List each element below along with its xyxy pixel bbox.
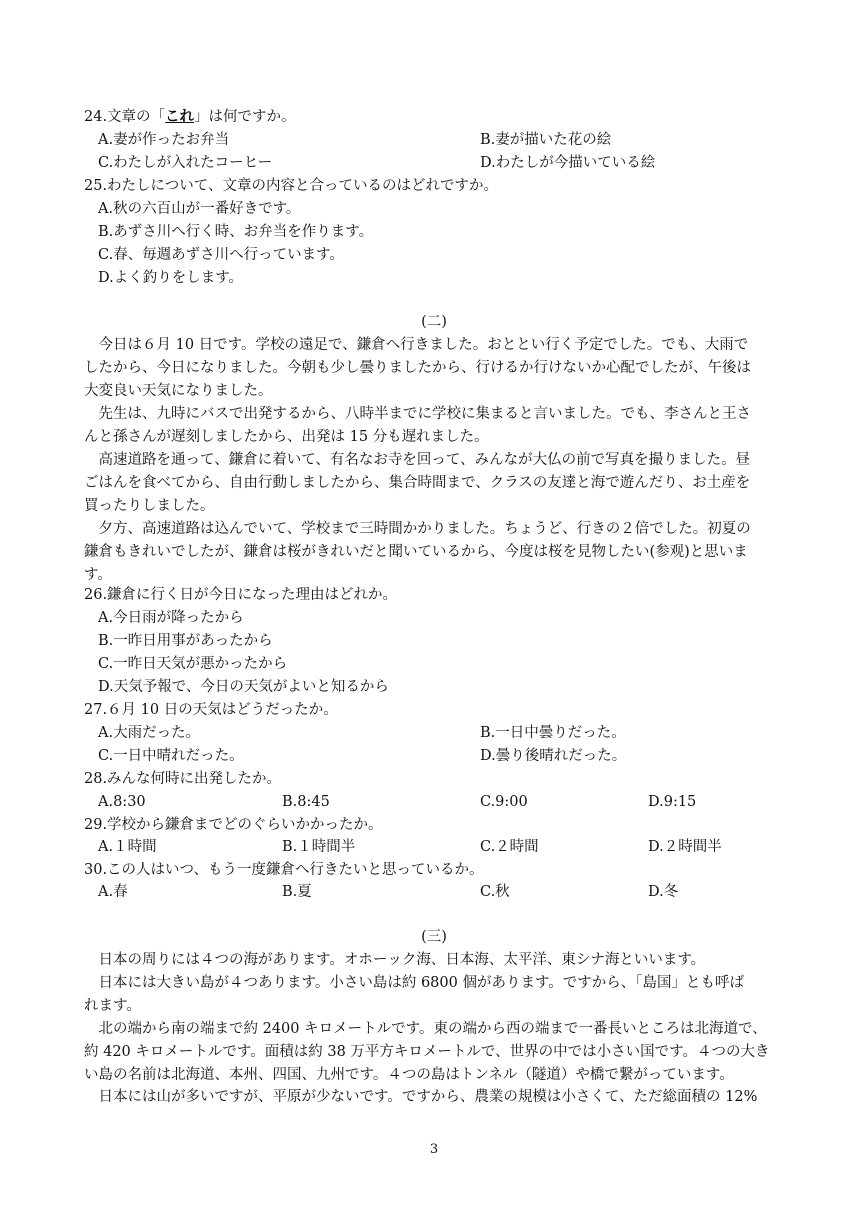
q26-option-d: D.天気予報で、今日の天気がよいと知るから xyxy=(98,679,389,695)
s3-p3-line2: 約 420 キロメートルです。面積は約 38 万平方キロメートルで、世界の中では小さい国です。４つの大き xyxy=(84,1044,770,1060)
page-number: 3 xyxy=(429,1142,439,1157)
section-3-heading: (三) xyxy=(421,929,447,945)
q27-option-d: D.曇り後晴れだった。 xyxy=(480,748,627,764)
s2-p2-line2: んと孫さんが遅刻しましたから、出発は 15 分も遅れました。 xyxy=(84,429,489,445)
question-27: 27.６月 10 日の天気はどうだったか。 xyxy=(84,702,338,718)
section-2-heading: (二) xyxy=(421,314,447,330)
s2-p1-line1: 今日は６月 10 日です。学校の遠足で、鎌倉へ行きました。おととい行く予定でした。でも、大雨で xyxy=(84,337,749,353)
s2-p3-line3: 買ったりしました。 xyxy=(84,498,215,514)
s2-p2-line1: 先生は、九時にバスで出発するから、八時半までに学校に集まると言いました。でも、李さんと王さ xyxy=(84,406,751,422)
q25-option-c: C.春、毎週あずさ川へ行っています。 xyxy=(98,247,345,263)
s3-p2-line2: れます。 xyxy=(84,998,141,1014)
question-29: 29.学校から鎌倉までどのぐらいかかったか。 xyxy=(84,817,383,833)
question-26: 26.鎌倉に行く日が今日になった理由はどれか。 xyxy=(84,587,398,603)
q27-option-a: A.大雨だった。 xyxy=(98,725,201,741)
q26-option-a: A.今日雨が降ったから xyxy=(98,610,244,626)
q26-option-b: B.一昨日用事があったから xyxy=(98,633,273,649)
q24-option-d: D.わたしが今描いている絵 xyxy=(480,155,656,171)
s3-p2-line1: 日本には大きい島が４つあります。小さい島は約 6800 個があります。ですから、「島国」とも呼ば xyxy=(84,975,745,991)
q28-option-a: A.8:30 xyxy=(98,794,146,810)
question-30: 30.この人はいつ、もう一度鎌倉へ行きたいと思っているか。 xyxy=(84,862,484,878)
s2-p3-line1: 高速道路を通って、鎌倉に着いて、有名なお寺を回って、みんなが大仏の前で写真を撮りました。昼 xyxy=(84,452,751,468)
q24-option-c: C.わたしが入れたコーヒー xyxy=(98,155,273,171)
q30-option-a: A.春 xyxy=(98,884,128,900)
q26-option-c: C.一昨日天気が悪かったから xyxy=(98,656,288,672)
q25-option-d: D.よく釣りをします。 xyxy=(98,270,244,286)
s2-p1-line2: したから、今日になりました。今朝も少し曇りましたから、行けるか行けないか心配でしたが、午後は xyxy=(84,360,751,376)
q29-option-b: B.１時間半 xyxy=(282,839,356,855)
q30-option-c: C.秋 xyxy=(480,884,510,900)
q28-option-d: D.9:15 xyxy=(648,794,697,810)
q27-option-b: B.一日中曇りだった。 xyxy=(480,725,626,741)
q25-option-b: B.あずさ川へ行く時、お弁当を作ります。 xyxy=(98,224,374,240)
question-28: 28.みんな何時に出発したか。 xyxy=(84,771,282,787)
s3-p3-line1: 北の端から南の端まで約 2400 キロメートルです。東の端から西の端まで一番長いところは北海道で、 xyxy=(84,1021,767,1037)
s2-p4-line3: す。 xyxy=(84,567,112,583)
q29-option-c: C.２時間 xyxy=(480,839,539,855)
q24-option-b: B.妻が描いた花の絵 xyxy=(480,132,612,148)
s2-p4-line1: 夕方、高速道路は込んでいて、学校まで三時間かかりました。ちょうど、行きの２倍でした。初夏の xyxy=(84,521,751,537)
question-25: 25.わたしについて、文章の内容と合っているのはどれですか。 xyxy=(84,178,498,194)
q29-option-d: D.２時間半 xyxy=(648,839,722,855)
q30-option-d: D.冬 xyxy=(648,884,679,900)
s2-p1-line3: 大変良い天気になりました。 xyxy=(84,383,273,399)
s3-p4-line1: 日本には山が多いですが、平原が少ないです。ですから、農業の規模は小さくて、ただ総面積の 12% xyxy=(84,1089,758,1105)
s3-p1-line1: 日本の周りには４つの海があります。オホーック海、日本海、太平洋、東シナ海といいます。 xyxy=(84,952,706,968)
question-24-prefix: 24.文章の「 xyxy=(84,109,166,125)
question-24 xyxy=(84,106,794,128)
s3-p3-line3: い島の名前は北海道、本州、四国、九州です。４つの島はトンネル（隧道）や橋で繋がっています。 xyxy=(84,1067,734,1083)
underlined-word: これ xyxy=(165,108,195,125)
s2-p4-line2: 鎌倉もきれいでしたが、鎌倉は桜がきれいだと聞いているから、今度は桜を見物したい(参观)と思いま xyxy=(84,544,748,560)
s2-p3-line2: ごはんを食べてから、自由行動しましたから、集合時間まで、クラスの友達と海で遊んだり、お土産を xyxy=(84,475,751,491)
q28-option-b: B.8:45 xyxy=(282,794,330,810)
q29-option-a: A.１時間 xyxy=(98,839,157,855)
q27-option-c: C.一日中晴れだった。 xyxy=(98,748,244,764)
q24-option-a: A.妻が作ったお弁当 xyxy=(98,132,230,148)
q25-option-a: A.秋の六百山が一番好きです。 xyxy=(98,201,301,217)
question-24-suffix: 」は何ですか。 xyxy=(194,109,296,125)
q28-option-c: C.9:00 xyxy=(480,794,528,810)
q30-option-b: B.夏 xyxy=(282,884,312,900)
